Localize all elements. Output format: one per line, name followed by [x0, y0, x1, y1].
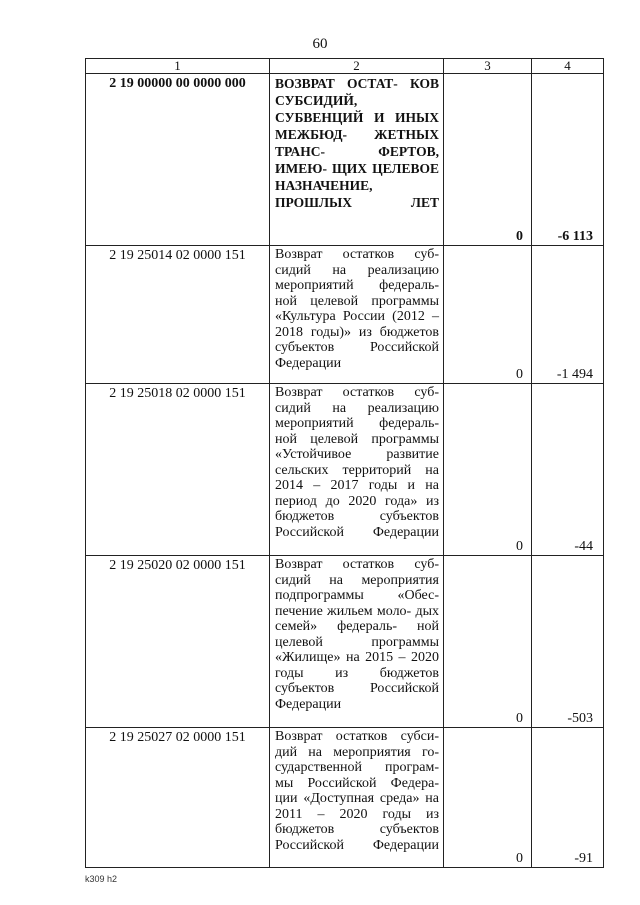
row-value-col4: -6 113	[532, 74, 604, 246]
table-header-row	[86, 59, 604, 74]
row-value-col3: 0	[444, 74, 532, 246]
row-value-col4: -1 494	[532, 246, 604, 384]
row-value-col4: -91	[532, 728, 604, 868]
row-value-col3: 0	[444, 246, 532, 384]
row-code: 2 19 25027 02 0000 151	[86, 728, 270, 868]
column-header-2: 2	[270, 59, 444, 74]
column-header-3: 3	[444, 59, 532, 74]
row-code: 2 19 25018 02 0000 151	[86, 384, 270, 556]
row-name: Возврат остатков суб- сидий на реализацию мероприятий федераль- ной целевой программы «Культура России (2012 – 2018 годы)» из бюджетов субъектов Российской Федерации	[270, 246, 444, 384]
row-value-col4: -44	[532, 384, 604, 556]
table-row	[86, 246, 604, 384]
page-number: 60	[312, 36, 328, 52]
row-code: 2 19 25014 02 0000 151	[86, 246, 270, 384]
table-row	[86, 728, 604, 868]
column-header-4: 4	[532, 59, 604, 74]
column-header-1: 1	[86, 59, 270, 74]
row-name: ВОЗВРАТ ОСТАТ- КОВ СУБСИДИЙ, СУБВЕНЦИЙ И ИНЫХ МЕЖБЮД- ЖЕТНЫХ ТРАНС- ФЕРТОВ, ИМЕЮ- ЩИХ ЦЕЛЕВОЕ НАЗНАЧЕНИЕ, ПРОШЛЫХ ЛЕТ	[270, 74, 444, 246]
row-value-col4: -503	[532, 556, 604, 728]
row-value-col3: 0	[444, 728, 532, 868]
row-value-col3: 0	[444, 384, 532, 556]
row-value-col3: 0	[444, 556, 532, 728]
document-footer-code: k309 h2	[85, 874, 118, 884]
row-name: Возврат остатков субси- дий на мероприятия го- сударственной програм- мы Российской Федера- ции «Доступная среда» на 2011 – 2020 годы из бюджетов субъектов Российской Федерации	[270, 728, 444, 868]
table-row	[86, 384, 604, 556]
row-code: 2 19 00000 00 0000 000	[86, 74, 270, 246]
table-row	[86, 74, 604, 246]
row-name: Возврат остатков суб- сидий на реализацию мероприятий федераль- ной целевой программы «Устойчивое развитие сельских территорий на 2014 – 2017 годы и на период до 2020 года» из бюджетов субъектов Российской Федерации	[270, 384, 444, 556]
budget-table	[85, 58, 604, 868]
row-name: Возврат остатков суб- сидий на мероприятия подпрограммы «Обес- печение жильем моло- дых семей» федераль- ной целевой программы «Жилище» на 2015 – 2020 годы из бюджетов субъектов Российской Федерации	[270, 556, 444, 728]
table-row	[86, 556, 604, 728]
row-code: 2 19 25020 02 0000 151	[86, 556, 270, 728]
